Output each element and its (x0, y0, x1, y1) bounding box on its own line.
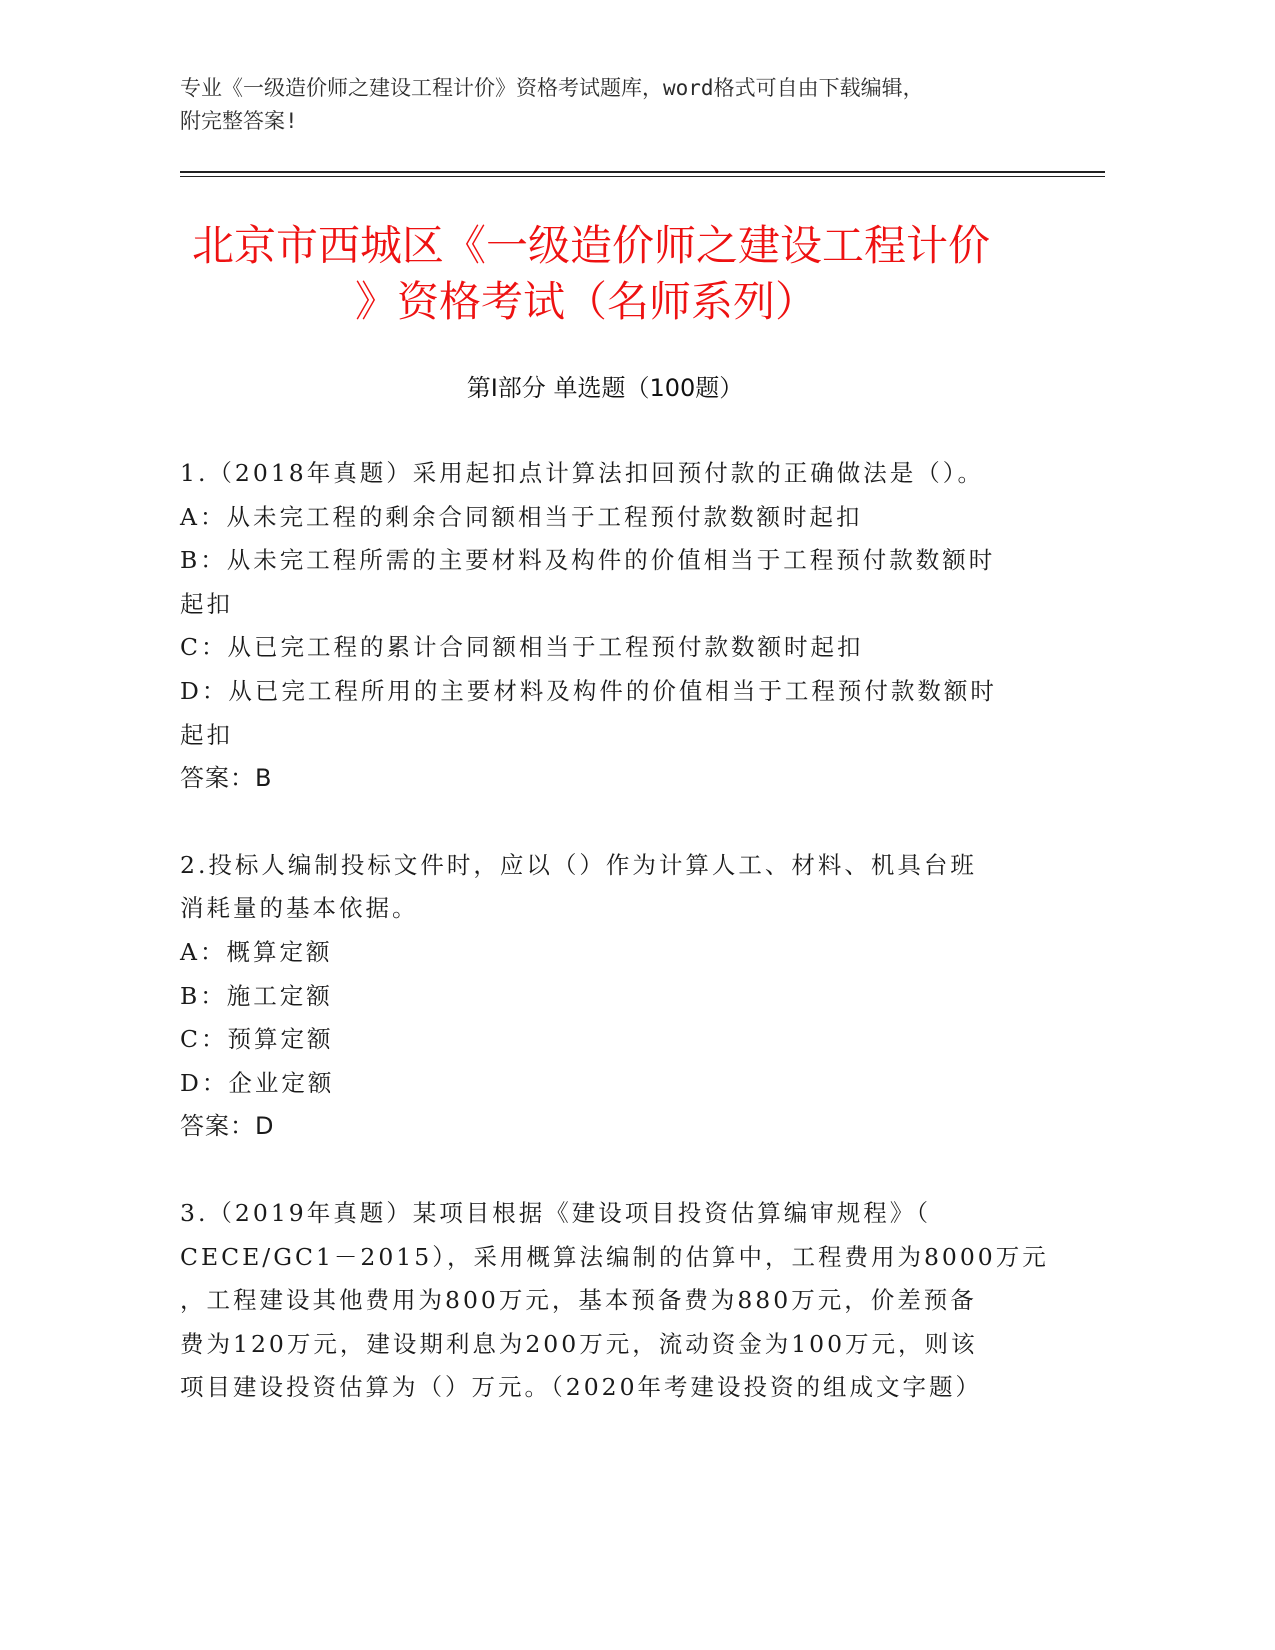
option-d: D：从已完工程所用的主要材料及构件的价值相当于工程预付款数额时 (180, 676, 997, 705)
option-b: B：施工定额 (180, 981, 333, 1010)
question-stem-continued: CECE/GC1－2015），采用概算法编制的估算中，工程费用为8000万元 (180, 1242, 1049, 1271)
option-a: A：概算定额 (180, 937, 333, 966)
question-item (180, 844, 1040, 1149)
option-d: D：企业定额 (180, 1068, 335, 1097)
header-note-line: 专业《一级造价师之建设工程计价》资格考试题库，word格式可自由下载编辑， (180, 76, 924, 100)
option-b-continued: 起扣 (180, 589, 233, 618)
option-c: C：预算定额 (180, 1025, 334, 1054)
question-stem: 2.投标人编制投标文件时，应以（）作为计算人工、材料、机具台班 (180, 850, 977, 879)
question-stem-continued: 消耗量的基本依据。 (180, 894, 419, 923)
answer-line: 答案：D (180, 1112, 275, 1141)
question-item (180, 1192, 1049, 1410)
option-b: B：从未完工程所需的主要材料及构件的价值相当于工程预付款数额时 (180, 546, 996, 575)
option-a: A：从未完工程的剩余合同额相当于工程预付款数额时起扣 (180, 502, 863, 531)
header-note-line: 附完整答案! (180, 109, 298, 133)
answer-line: 答案：B (180, 764, 273, 793)
header-note (180, 72, 1030, 138)
document-title-line: 北京市西城区《一级造价师之建设工程计价 (192, 221, 991, 270)
document-title-line: 》资格考试（名师系列） (355, 277, 818, 326)
question-stem: 3.（2019年真题）某项目根据《建设项目投资估算编审规程》（ (180, 1198, 931, 1227)
option-d-continued: 起扣 (180, 720, 233, 749)
option-c: C：从已完工程的累计合同额相当于工程预付款数额时起扣 (180, 633, 864, 662)
question-list (180, 452, 1049, 1453)
question-stem-continued: 费为120万元，建设期利息为200万元，流动资金为100万元，则该 (180, 1329, 978, 1358)
header-divider-thick (180, 171, 1105, 173)
question-stem-continued: ，工程建设其他费用为800万元，基本预备费为880万元，价差预备 (180, 1286, 977, 1315)
section-heading: 第Ⅰ部分 单选题（100题） (466, 374, 744, 402)
question-stem-continued: 项目建设投资估算为（）万元。（2020年考建设投资的组成文字题） (180, 1373, 983, 1402)
header-divider-thin (180, 176, 1105, 177)
question-stem: 1.（2018年真题）采用起扣点计算法扣回预付款的正确做法是（）。 (180, 459, 984, 487)
question-item (180, 452, 1040, 801)
